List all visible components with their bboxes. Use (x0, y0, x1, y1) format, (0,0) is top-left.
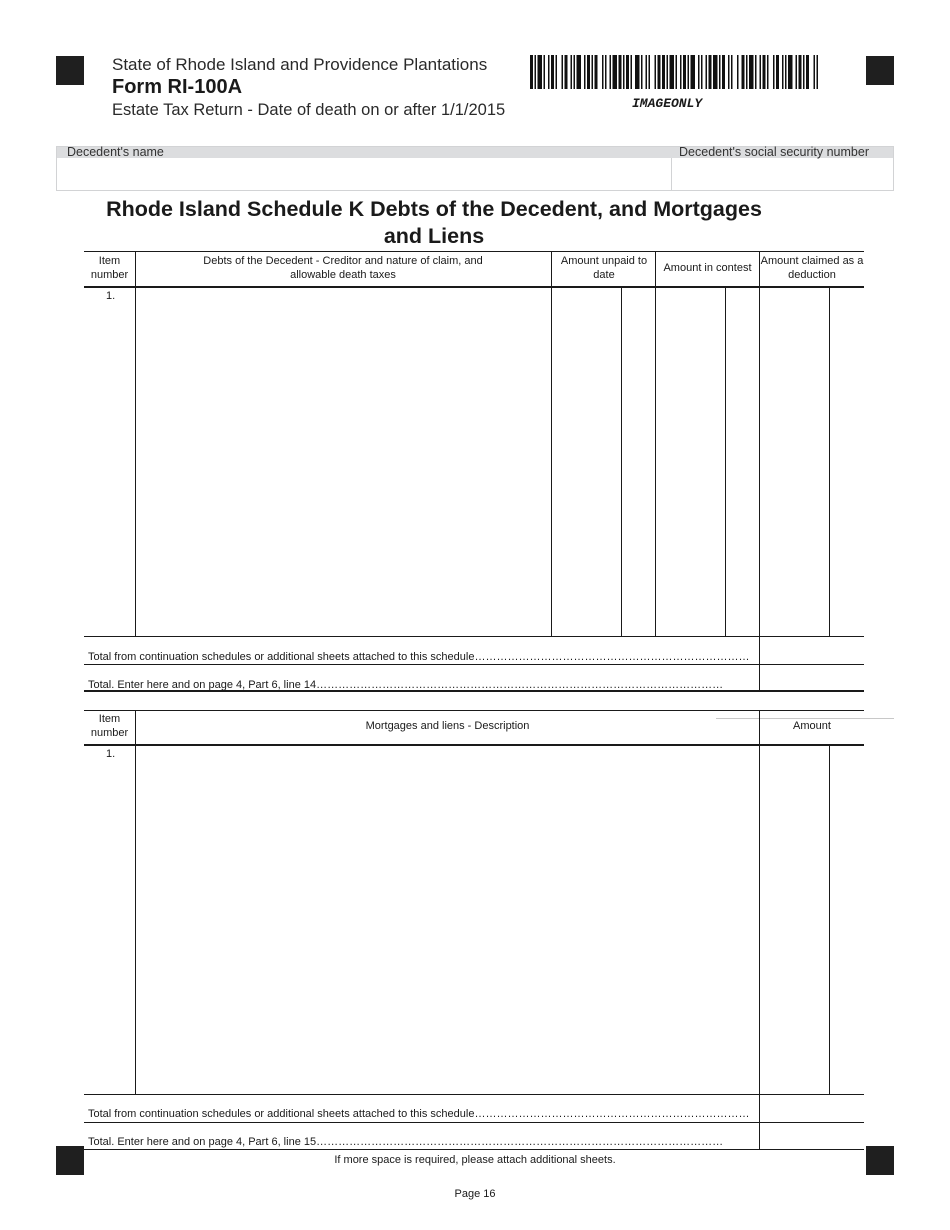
debts-total-label: Total. Enter here and on page 4, Part 6, line 14………………………………………………………………………………………………… (88, 679, 724, 691)
registration-mark-top-left (56, 56, 84, 85)
debts-col-description-header: Debts of the Decedent - Creditor and nature of claim, and allowable death taxes (203, 255, 483, 281)
mortgages-continuation-total-label: Total from continuation schedules or additional sheets attached to this schedule………………………………………………………………… (88, 1108, 750, 1120)
page-number: Page 16 (454, 1188, 496, 1200)
mortgages-col-amount-header: Amount (793, 720, 831, 732)
form-number: Form RI-100A (112, 76, 243, 98)
mortgages-col-description-header: Mortgages and liens - Description (365, 720, 530, 732)
state-line: State of Rhode Island and Providence Plantations (112, 55, 488, 74)
decedent-name-label: Decedent's name (67, 145, 164, 159)
debts-unpaid-cents-field[interactable] (623, 289, 653, 634)
mortgages-total-label: Total. Enter here and on page 4, Part 6, line 15………………………………………………………………………………………………… (88, 1136, 724, 1148)
decedent-name-input[interactable] (57, 159, 671, 190)
decedent-ssn-input[interactable] (672, 159, 894, 190)
additional-sheets-note: If more space is required, please attach additional sheets. (334, 1154, 616, 1166)
debts-col-claimed-header: Amount claimed as a deduction (760, 255, 864, 281)
debts-contest-cents-field[interactable] (727, 289, 757, 634)
debts-contest-dollars-field[interactable] (657, 289, 723, 634)
debts-continuation-total-input[interactable] (761, 638, 863, 663)
schedule-title: Rhode Island Schedule K Debts of the Decedent, and Mortgages and Liens (106, 197, 762, 248)
debts-col-unpaid-header: Amount unpaid to date (560, 255, 648, 281)
debts-col-contest-header: Amount in contest (663, 262, 752, 274)
decedent-info-box (56, 146, 894, 191)
barcode (530, 55, 818, 89)
debts-col-item-header: Item number (90, 255, 129, 281)
debts-claimed-dollars-field[interactable] (761, 289, 827, 634)
mortgages-item-number: 1. (106, 748, 116, 760)
imageonly-label: IMAGEONLY (632, 96, 703, 111)
debts-total-input[interactable] (761, 666, 863, 689)
registration-mark-top-right (866, 56, 894, 85)
debts-claimed-cents-field[interactable] (831, 289, 863, 634)
mortgages-amount-dollars-field[interactable] (761, 747, 827, 1092)
mortgages-total-input[interactable] (761, 1124, 863, 1148)
mortgages-amount-cents-field[interactable] (831, 747, 863, 1092)
mortgages-col-item-header: Item number (90, 713, 129, 739)
debts-unpaid-dollars-field[interactable] (553, 289, 619, 634)
mortgages-continuation-total-input[interactable] (761, 1096, 863, 1121)
form-subtitle: Estate Tax Return - Date of death on or after 1/1/2015 (112, 101, 506, 119)
debts-item-number: 1. (106, 290, 116, 302)
debts-description-field[interactable] (137, 289, 549, 634)
debts-continuation-total-label: Total from continuation schedules or additional sheets attached to this schedule………………………………………………………………… (88, 651, 750, 663)
mortgages-description-field[interactable] (137, 747, 757, 1092)
decedent-ssn-label: Decedent's social security number (679, 145, 869, 159)
